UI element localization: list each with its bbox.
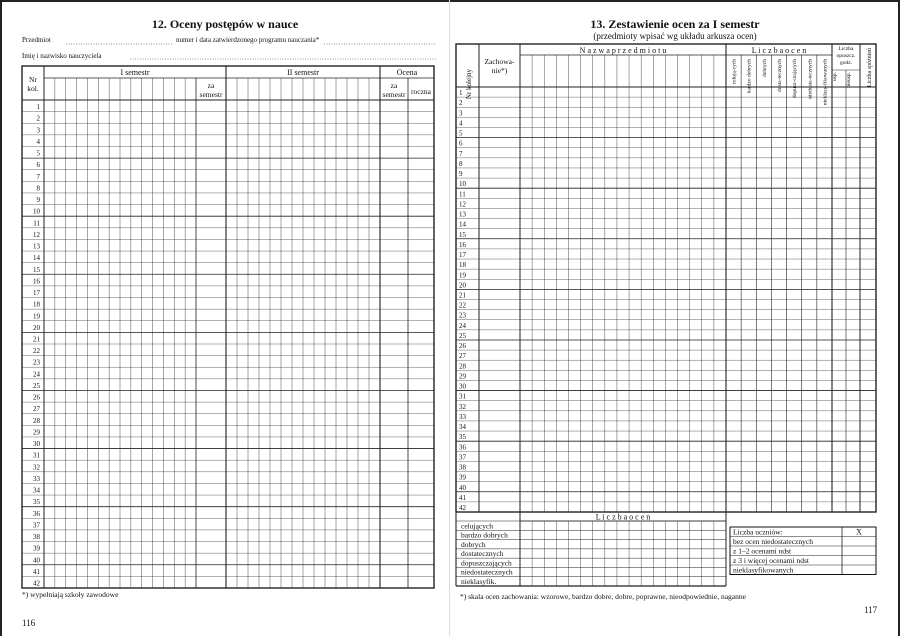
row-number: 10 bbox=[33, 207, 40, 216]
left-page-number: 116 bbox=[22, 618, 36, 628]
row-number: 2 bbox=[36, 114, 40, 123]
row-number: 10 bbox=[459, 180, 466, 189]
grade-count-header: bardzo dobrych bbox=[746, 59, 753, 94]
row-number: 5 bbox=[36, 149, 40, 158]
grade-count-title: L i c z b a o c e n bbox=[751, 46, 807, 55]
row-number: 31 bbox=[459, 392, 466, 401]
row-number: 41 bbox=[33, 567, 40, 576]
row-number: 12 bbox=[459, 200, 466, 209]
row-number: 13 bbox=[33, 242, 40, 251]
row-number: 7 bbox=[36, 172, 40, 181]
row-number: 40 bbox=[459, 483, 466, 492]
row-number: 22 bbox=[459, 301, 466, 310]
row-number: 27 bbox=[33, 405, 40, 414]
teacher-name-label: Imię i nazwisko nauczyciela bbox=[22, 52, 102, 60]
class-stats-label: z 3 i więcej ocenami ndst bbox=[733, 556, 810, 565]
row-number: 35 bbox=[33, 498, 40, 507]
row-number: 3 bbox=[36, 126, 40, 135]
row-number: 28 bbox=[459, 362, 466, 371]
row-number: 39 bbox=[459, 473, 466, 482]
row-number: 33 bbox=[459, 412, 466, 421]
program-number-label: numer i data zatwierdzonego programu nauczania* bbox=[176, 36, 320, 44]
grade-count-header: dopusz-czających bbox=[792, 59, 799, 99]
right-page-title: 13. Zestawienie ocen za I semestr bbox=[590, 17, 760, 31]
grade-count-header: nieklasy-fikowanych bbox=[822, 59, 829, 106]
row-number: 14 bbox=[33, 254, 40, 263]
row-number: 32 bbox=[459, 402, 466, 411]
left-page-title: 12. Oceny postępów w nauce bbox=[151, 17, 299, 31]
excused-header: usp. bbox=[832, 72, 838, 82]
class-stats-label: z 1–2 ocenami ndst bbox=[733, 546, 792, 556]
row-number: 21 bbox=[33, 335, 40, 344]
row-number: 24 bbox=[459, 321, 466, 330]
row-number: 17 bbox=[459, 251, 466, 260]
row-number: 27 bbox=[459, 352, 466, 361]
absence-header: Liczba bbox=[838, 46, 854, 52]
unexcused-header: nieusp. bbox=[846, 72, 852, 88]
row-number: 8 bbox=[36, 184, 40, 193]
row-number: 8 bbox=[459, 159, 463, 168]
nr-header: Nr bbox=[29, 75, 37, 84]
class-stats-mark: X bbox=[856, 527, 862, 537]
row-number: 28 bbox=[33, 416, 40, 425]
row-number: 39 bbox=[33, 544, 40, 553]
grade-summary-label: bardzo dobrych bbox=[461, 530, 508, 540]
za-header: za bbox=[390, 81, 398, 90]
row-number: 3 bbox=[459, 109, 463, 118]
row-number: 30 bbox=[459, 382, 466, 391]
bottom-grade-count-title: L i c z b a o c e n bbox=[595, 512, 651, 522]
semester1-header: I semestr bbox=[120, 68, 150, 77]
grade-summary-label: niedostatecznych bbox=[461, 567, 513, 577]
absence-header: godz. bbox=[839, 60, 853, 66]
right-footnote: *) skala ocen zachowania: wzorowe, bardzo dobre, dobre, poprawne, nieodpowiednie, naganne bbox=[460, 592, 746, 601]
row-number: 18 bbox=[33, 300, 40, 309]
nr-kolejny-header: Nr kolejny bbox=[465, 68, 473, 100]
row-number: 24 bbox=[33, 370, 40, 379]
row-number: 14 bbox=[459, 220, 466, 229]
row-number: 38 bbox=[459, 463, 466, 472]
grade-summary-label: dostatecznych bbox=[461, 549, 504, 559]
za-header: za bbox=[207, 81, 215, 90]
row-number: 42 bbox=[459, 504, 466, 512]
row-number: 42 bbox=[33, 579, 40, 588]
grade-count-header: dobrych bbox=[761, 59, 768, 78]
row-number: 26 bbox=[33, 393, 40, 402]
progress-table-border bbox=[22, 66, 434, 588]
semester2-header: II semestr bbox=[287, 68, 319, 77]
row-number: 21 bbox=[459, 291, 466, 300]
absence-header: opuszcz. bbox=[836, 53, 856, 59]
row-number: 35 bbox=[459, 433, 466, 442]
row-number: 19 bbox=[459, 271, 466, 280]
row-number: 13 bbox=[459, 210, 466, 219]
row-number: 23 bbox=[459, 311, 466, 320]
row-number: 33 bbox=[33, 474, 40, 483]
right-page-number: 117 bbox=[864, 605, 878, 615]
subject-label: Przedmiot bbox=[22, 36, 51, 44]
lateness-header: Liczba spóźnień bbox=[867, 48, 873, 88]
row-number: 11 bbox=[459, 190, 466, 199]
row-number: 1 bbox=[459, 89, 463, 98]
grade-summary-label: dobrych bbox=[461, 539, 486, 549]
behaviour-header: Zachowa- bbox=[484, 57, 515, 66]
row-number: 2 bbox=[459, 99, 463, 108]
row-number: 34 bbox=[459, 423, 466, 432]
grade-count-header: celują-cych bbox=[731, 59, 738, 85]
row-number: 15 bbox=[459, 230, 466, 239]
row-number: 40 bbox=[33, 556, 40, 565]
row-number: 16 bbox=[33, 277, 40, 286]
grade-count-header: dosta-tecznych bbox=[777, 59, 783, 92]
class-stats-label: nieklasyfikowanych bbox=[733, 565, 794, 575]
row-number: 17 bbox=[33, 289, 40, 298]
row-number: 18 bbox=[459, 261, 466, 270]
row-number: 20 bbox=[33, 323, 40, 332]
row-number: 38 bbox=[33, 533, 40, 542]
row-number: 22 bbox=[33, 347, 40, 356]
row-number: 4 bbox=[36, 137, 40, 146]
row-number: 25 bbox=[33, 381, 40, 390]
kol-header: kol. bbox=[27, 84, 39, 93]
class-stats-label: bez ocen niedostatecznych bbox=[733, 537, 813, 546]
row-number: 41 bbox=[459, 493, 466, 502]
row-number: 9 bbox=[459, 170, 463, 179]
left-footnote: *) wypełniają szkoły zawodowe bbox=[22, 590, 119, 599]
row-number: 16 bbox=[459, 240, 466, 249]
row-number: 37 bbox=[459, 453, 466, 462]
right-page-subtitle: (przedmioty wpisać wg układu arkusza ocen) bbox=[593, 31, 757, 41]
grade-summary-label: nieklasyfik. bbox=[461, 577, 497, 586]
row-number: 19 bbox=[33, 312, 40, 321]
row-number: 29 bbox=[33, 428, 40, 437]
grade-summary-label: celujących bbox=[461, 521, 494, 531]
grade-summary-label: dopuszczających bbox=[461, 558, 512, 568]
summary-table-border bbox=[456, 44, 876, 512]
row-number: 11 bbox=[33, 219, 40, 228]
row-number: 6 bbox=[36, 161, 40, 170]
row-number: 34 bbox=[33, 486, 40, 495]
row-number: 15 bbox=[33, 265, 40, 274]
roczna-header: roczna bbox=[411, 87, 431, 96]
row-number: 20 bbox=[459, 281, 466, 290]
class-stats-label: Liczba uczniów: bbox=[733, 527, 783, 537]
row-number: 5 bbox=[459, 129, 463, 138]
row-number: 1 bbox=[36, 103, 40, 112]
row-number: 9 bbox=[36, 196, 40, 205]
row-number: 37 bbox=[33, 521, 40, 530]
row-number: 25 bbox=[459, 331, 466, 340]
subject-name-header: N a z w a p r z e d m i o t u bbox=[579, 46, 667, 55]
row-number: 26 bbox=[459, 342, 466, 351]
row-number: 6 bbox=[459, 139, 463, 148]
row-number: 36 bbox=[33, 509, 40, 518]
row-number: 4 bbox=[459, 119, 463, 128]
ocena-header: Ocena bbox=[396, 68, 418, 77]
semestr-header: semestr bbox=[199, 90, 223, 99]
row-number: 23 bbox=[33, 358, 40, 367]
row-number: 12 bbox=[33, 230, 40, 239]
row-number: 29 bbox=[459, 372, 466, 381]
row-number: 7 bbox=[459, 149, 463, 158]
row-number: 31 bbox=[33, 451, 40, 460]
row-number: 30 bbox=[33, 440, 40, 449]
grade-count-header: niedosta-tecznych bbox=[807, 59, 814, 99]
semestr-header: semestr bbox=[382, 90, 406, 99]
row-number: 32 bbox=[33, 463, 40, 472]
row-number: 36 bbox=[459, 443, 466, 452]
behaviour-header: nie*) bbox=[491, 66, 508, 75]
